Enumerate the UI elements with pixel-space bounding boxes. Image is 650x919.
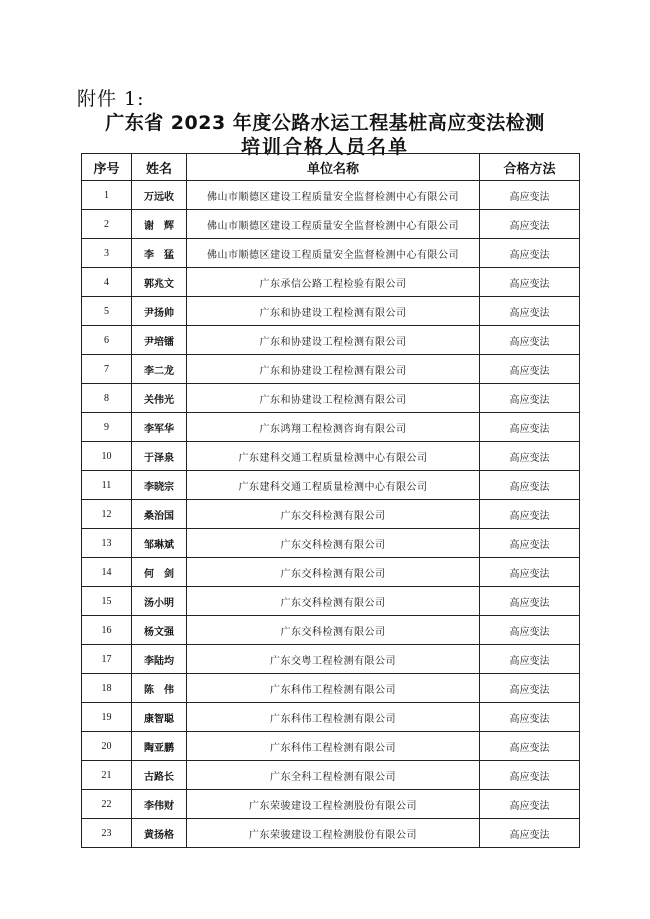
cell-qualified-method: 高应变法 <box>480 326 580 355</box>
table-row <box>82 732 580 761</box>
cell-name: 李陆均 <box>132 645 187 674</box>
cell-name: 桑治国 <box>132 500 187 529</box>
cell-organization: 佛山市顺德区建设工程质量安全监督检测中心有限公司 <box>187 239 480 268</box>
cell-name: 谢 辉 <box>132 210 187 239</box>
cell-serial-number: 23 <box>82 819 132 848</box>
cell-serial-number: 12 <box>82 500 132 529</box>
table-row <box>82 326 580 355</box>
table-body <box>82 181 580 848</box>
cell-serial-number: 6 <box>82 326 132 355</box>
document-title-line-2: 培训合格人员名单 <box>240 136 409 158</box>
cell-organization: 佛山市顺德区建设工程质量安全监督检测中心有限公司 <box>187 210 480 239</box>
cell-name: 黄扬格 <box>132 819 187 848</box>
cell-qualified-method: 高应变法 <box>480 355 580 384</box>
cell-organization: 广东建科交通工程质量检测中心有限公司 <box>187 442 480 471</box>
cell-qualified-method: 高应变法 <box>480 210 580 239</box>
table-row <box>82 442 580 471</box>
table-header-row <box>82 154 580 181</box>
header-name: 姓名 <box>132 154 187 181</box>
cell-qualified-method: 高应变法 <box>480 616 580 645</box>
cell-serial-number: 11 <box>82 471 132 500</box>
cell-qualified-method: 高应变法 <box>480 413 580 442</box>
cell-organization: 广东全科工程检测有限公司 <box>187 761 480 790</box>
table-row <box>82 239 580 268</box>
cell-organization: 广东荣骏建设工程检测股份有限公司 <box>187 790 480 819</box>
cell-organization: 广东荣骏建设工程检测股份有限公司 <box>187 819 480 848</box>
cell-name: 古路长 <box>132 761 187 790</box>
cell-organization: 广东和协建设工程检测有限公司 <box>187 326 480 355</box>
qualified-personnel-table <box>81 153 580 848</box>
cell-organization: 广东和协建设工程检测有限公司 <box>187 355 480 384</box>
table-row <box>82 384 580 413</box>
header-qualified-method: 合格方法 <box>480 154 580 181</box>
cell-serial-number: 7 <box>82 355 132 384</box>
cell-name: 康智聪 <box>132 703 187 732</box>
cell-name: 李军华 <box>132 413 187 442</box>
cell-organization: 广东科伟工程检测有限公司 <box>187 674 480 703</box>
table-row <box>82 819 580 848</box>
cell-organization: 广东建科交通工程质量检测中心有限公司 <box>187 471 480 500</box>
cell-organization: 广东交科检测有限公司 <box>187 587 480 616</box>
cell-name: 李晓宗 <box>132 471 187 500</box>
table-row <box>82 297 580 326</box>
cell-qualified-method: 高应变法 <box>480 819 580 848</box>
cell-organization: 广东交科检测有限公司 <box>187 529 480 558</box>
cell-organization: 广东承信公路工程检验有限公司 <box>187 268 480 297</box>
cell-organization: 广东交粤工程检测有限公司 <box>187 645 480 674</box>
header-serial-number: 序号 <box>82 154 132 181</box>
table-row <box>82 645 580 674</box>
table-row <box>82 355 580 384</box>
cell-name: 李二龙 <box>132 355 187 384</box>
cell-qualified-method: 高应变法 <box>480 297 580 326</box>
cell-serial-number: 17 <box>82 645 132 674</box>
cell-qualified-method: 高应变法 <box>480 558 580 587</box>
cell-qualified-method: 高应变法 <box>480 529 580 558</box>
cell-serial-number: 10 <box>82 442 132 471</box>
cell-serial-number: 1 <box>82 181 132 210</box>
cell-organization: 广东鸿翔工程检测咨询有限公司 <box>187 413 480 442</box>
attachment-label: 附件 1: <box>77 88 145 110</box>
table-row <box>82 587 580 616</box>
cell-qualified-method: 高应变法 <box>480 674 580 703</box>
cell-name: 邹琳斌 <box>132 529 187 558</box>
cell-qualified-method: 高应变法 <box>480 471 580 500</box>
cell-organization: 广东交科检测有限公司 <box>187 558 480 587</box>
cell-name: 杨文强 <box>132 616 187 645</box>
table-row <box>82 210 580 239</box>
cell-serial-number: 4 <box>82 268 132 297</box>
cell-qualified-method: 高应变法 <box>480 790 580 819</box>
table-row <box>82 471 580 500</box>
cell-name: 尹培镭 <box>132 326 187 355</box>
cell-name: 何 剑 <box>132 558 187 587</box>
cell-qualified-method: 高应变法 <box>480 732 580 761</box>
cell-qualified-method: 高应变法 <box>480 384 580 413</box>
cell-serial-number: 22 <box>82 790 132 819</box>
cell-name: 汤小明 <box>132 587 187 616</box>
cell-serial-number: 5 <box>82 297 132 326</box>
table-row <box>82 790 580 819</box>
table-row <box>82 413 580 442</box>
cell-serial-number: 21 <box>82 761 132 790</box>
table-row <box>82 674 580 703</box>
table-row <box>82 616 580 645</box>
cell-name: 于泽泉 <box>132 442 187 471</box>
cell-organization: 广东和协建设工程检测有限公司 <box>187 384 480 413</box>
cell-serial-number: 19 <box>82 703 132 732</box>
cell-serial-number: 16 <box>82 616 132 645</box>
cell-organization: 广东科伟工程检测有限公司 <box>187 732 480 761</box>
cell-qualified-method: 高应变法 <box>480 645 580 674</box>
cell-name: 李 猛 <box>132 239 187 268</box>
cell-serial-number: 15 <box>82 587 132 616</box>
table-row <box>82 268 580 297</box>
cell-serial-number: 13 <box>82 529 132 558</box>
cell-name: 郭兆文 <box>132 268 187 297</box>
cell-name: 关伟光 <box>132 384 187 413</box>
cell-qualified-method: 高应变法 <box>480 442 580 471</box>
cell-name: 陶亚鹏 <box>132 732 187 761</box>
cell-organization: 广东和协建设工程检测有限公司 <box>187 297 480 326</box>
cell-name: 陈 伟 <box>132 674 187 703</box>
cell-qualified-method: 高应变法 <box>480 761 580 790</box>
table-row <box>82 558 580 587</box>
cell-organization: 广东交科检测有限公司 <box>187 500 480 529</box>
cell-qualified-method: 高应变法 <box>480 181 580 210</box>
cell-organization: 广东科伟工程检测有限公司 <box>187 703 480 732</box>
cell-serial-number: 20 <box>82 732 132 761</box>
cell-serial-number: 9 <box>82 413 132 442</box>
cell-name: 李伟财 <box>132 790 187 819</box>
cell-serial-number: 14 <box>82 558 132 587</box>
cell-serial-number: 8 <box>82 384 132 413</box>
cell-name: 尹扬帅 <box>132 297 187 326</box>
cell-serial-number: 18 <box>82 674 132 703</box>
cell-qualified-method: 高应变法 <box>480 703 580 732</box>
table-row <box>82 181 580 210</box>
cell-qualified-method: 高应变法 <box>480 500 580 529</box>
cell-organization: 广东交科检测有限公司 <box>187 616 480 645</box>
document-title-line-1: 广东省 2023 年度公路水运工程基桩高应变法检测 <box>105 112 545 134</box>
cell-qualified-method: 高应变法 <box>480 239 580 268</box>
cell-organization: 佛山市顺德区建设工程质量安全监督检测中心有限公司 <box>187 181 480 210</box>
table-row <box>82 500 580 529</box>
cell-name: 万远收 <box>132 181 187 210</box>
cell-qualified-method: 高应变法 <box>480 268 580 297</box>
header-organization: 单位名称 <box>187 154 480 181</box>
table-row <box>82 703 580 732</box>
table-row <box>82 529 580 558</box>
cell-qualified-method: 高应变法 <box>480 587 580 616</box>
table-row <box>82 761 580 790</box>
cell-serial-number: 2 <box>82 210 132 239</box>
cell-serial-number: 3 <box>82 239 132 268</box>
